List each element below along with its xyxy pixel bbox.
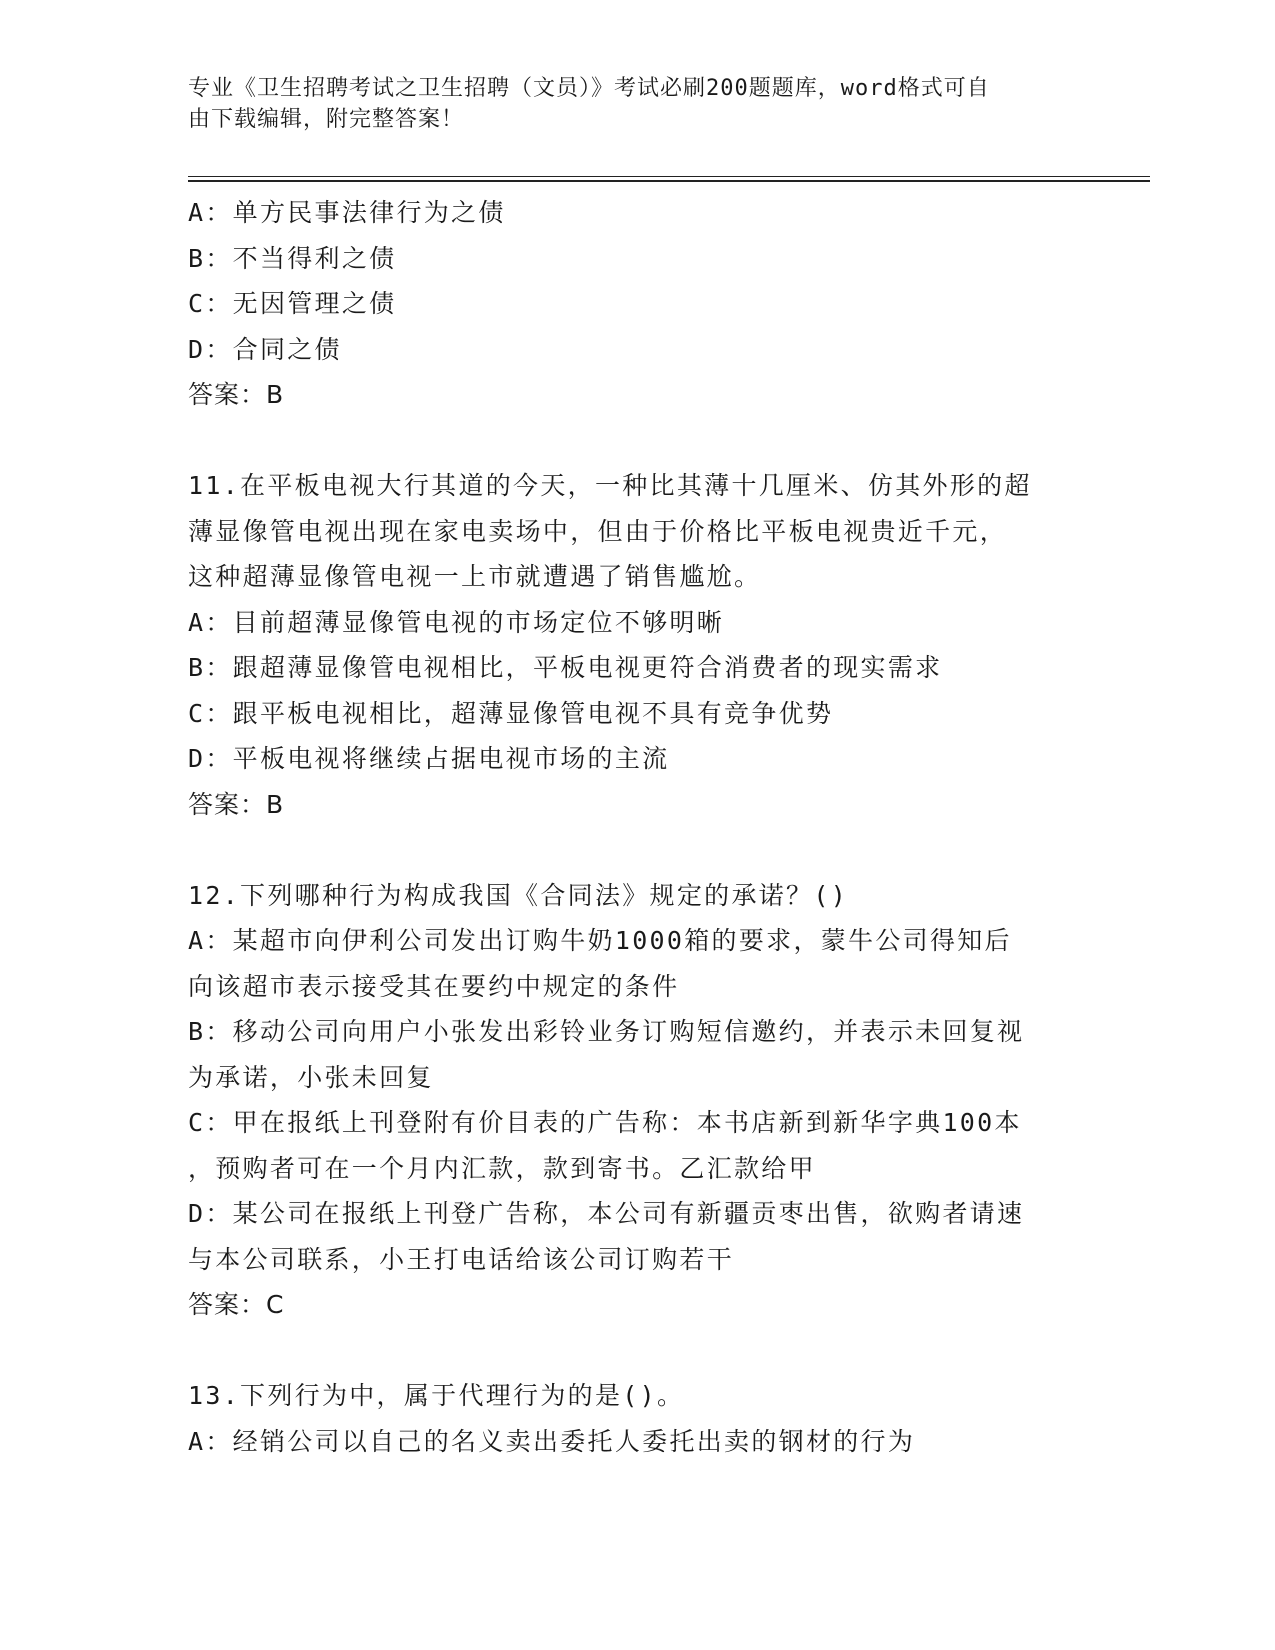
- q10-option-a: A：单方民事法律行为之债: [188, 198, 506, 227]
- q12-option-b-line-1: B：移动公司向用户小张发出彩铃业务订购短信邀约，并表示未回复视: [188, 1017, 1025, 1046]
- spacer: [188, 827, 1088, 873]
- spacer: [188, 418, 1088, 464]
- q13-option-a: A：经销公司以自己的名义卖出委托人委托出卖的钢材的行为: [188, 1426, 916, 1456]
- question-13-block: [188, 1373, 1088, 1464]
- q10-answer: 答案：B: [188, 380, 285, 409]
- q10-option-b: B：不当得利之债: [188, 243, 397, 273]
- q12-option-a-line-1: A：某超市向伊利公司发出订购牛奶1000箱的要求，蒙牛公司得知后: [188, 926, 1012, 955]
- q10-option-c: C：无因管理之债: [188, 289, 397, 318]
- q11-stem-line-1: 11.在平板电视大行其道的今天，一种比其薄十几厘米、仿其外形的超: [188, 471, 1032, 500]
- q11-option-c: C：跟平板电视相比，超薄显像管电视不具有竞争优势: [188, 698, 834, 728]
- q11-option-a: A：目前超薄显像管电视的市场定位不够明晰: [188, 607, 725, 637]
- question-10-block: [188, 190, 1088, 418]
- q11-answer: 答案：B: [188, 789, 285, 819]
- q12-option-c-line-1: C：甲在报纸上刊登附有价目表的广告称：本书店新到新华字典100本: [188, 1108, 1022, 1137]
- header-line-2: 由下载编辑，附完整答案！: [188, 107, 465, 132]
- document-header: [188, 73, 1058, 135]
- q12-option-d-line-1: D：某公司在报纸上刊登广告称，本公司有新疆贡枣出售，欲购者请速: [188, 1199, 1025, 1228]
- q11-option-d: D：平板电视将继续占据电视市场的主流: [188, 744, 670, 773]
- header-line-1: 专业《卫生招聘考试之卫生招聘（文员）》考试必刷200题题库，word格式可自: [188, 76, 990, 101]
- q12-option-b-line-2: 为承诺，小张未回复: [188, 1062, 434, 1092]
- q11-stem-line-3: 这种超薄显像管电视一上市就遭遇了销售尴尬。: [188, 562, 762, 591]
- q10-option-d: D：合同之债: [188, 334, 342, 364]
- question-content: [188, 190, 1088, 1464]
- q11-option-b: B：跟超薄显像管电视相比，平板电视更符合消费者的现实需求: [188, 653, 943, 682]
- q12-option-c-line-2: ，预购者可在一个月内汇款，款到寄书。乙汇款给甲: [188, 1153, 816, 1183]
- header-divider-thin: [188, 176, 1150, 177]
- q12-option-d-line-2: 与本公司联系，小王打电话给该公司订购若干: [188, 1244, 735, 1274]
- q13-stem: 13.下列行为中，属于代理行为的是()。: [188, 1381, 685, 1410]
- question-12-block: [188, 873, 1088, 1328]
- question-11-block: [188, 463, 1088, 827]
- q11-stem-line-2: 薄显像管电视出现在家电卖场中，但由于价格比平板电视贵近千元，: [188, 516, 1008, 546]
- q12-answer: 答案：C: [188, 1290, 285, 1319]
- q12-option-a-line-2: 向该超市表示接受其在要约中规定的条件: [188, 971, 680, 1001]
- q12-stem: 12.下列哪种行为构成我国《合同法》规定的承诺？(): [188, 880, 849, 910]
- spacer: [188, 1328, 1088, 1374]
- header-divider-thick: [188, 180, 1150, 182]
